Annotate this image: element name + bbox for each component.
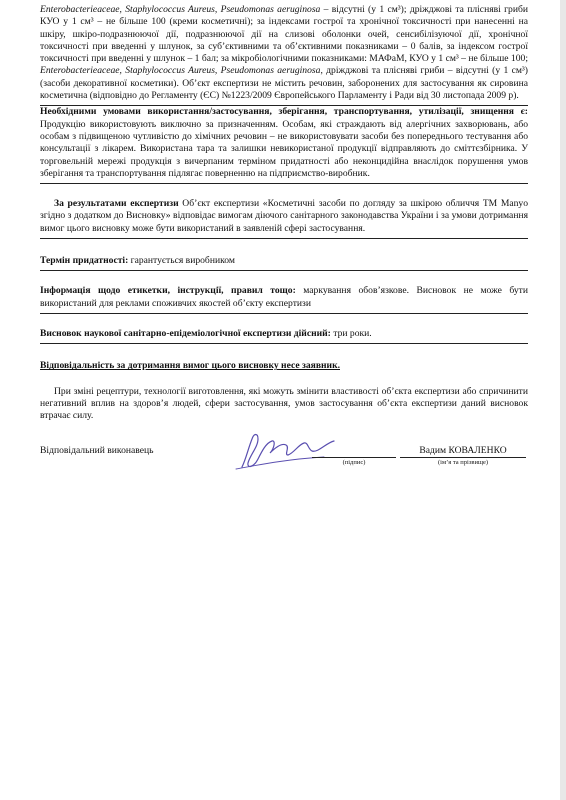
usage-conditions-text: Необхідними умовами використання/застосування, зберігання, транспортування, утилізації, знищення є: Продукцію використовують виключно за призначенням. Особам, які страждають від алергічних захворювань, або особам з підвищеною чутливістю до хімічних речовин – не використовувати засоби без попереднього тестування або консультації з лікарем. Використана тара та залишки невикористаної продукції відправляють до сміттєзбірника. У торговельній мережі продукція з вичерпаним терміном придатності або неконцидійна внаслідок порушення умов зберігання та транспортування підлягає поверненню на підприємство-виробник. [40,106,528,179]
expertise-result-block [40,198,528,239]
signature-role: Відповідальний виконавець [40,445,154,457]
expertise-result-heading: За результатами експертизи [54,198,179,210]
labeling-text: Інформація щодо етикетки, інструкції, правил тощо: маркування обов’язкове. Висновок не може бути використаний для реклами споживчих якостей об’єкту експертизи [40,285,528,309]
responsibility-text [40,360,528,372]
name-caption: (ім’я та прізвище) [438,459,488,467]
shelf-life-heading: Термін придатності: [40,255,129,267]
signature-caption: (підпис) [342,459,366,467]
validity-heading: Висновок наукової санітарно-епідеміологічної експертизи дійсний: [40,327,331,339]
validity-block [40,328,528,344]
expertise-result-text: За результатами експертизи Об’єкт експертизи «Косметичні засоби по догляду за шкірою обличчя ТМ Manyo згідно з додатком до Висновку» відповідає вимогам діючого санітарного законодавства України і за умови дотримання вимог цього висновку може бути використаний в заявленій сфері застосування. [40,198,529,234]
signature-row [40,437,528,485]
responsibility-heading: Відповідальність за дотримання вимог цього висновку несе заявник. [40,360,340,372]
usage-conditions-block [40,106,528,184]
shelf-life-block [40,255,528,271]
usage-conditions-heading: Необхідними умовами використання/застосування, зберігання, транспортування, утилізації, знищення є: [40,106,528,118]
organisms-list: Enterobacterieaceae, Staphylococcus Aureus, Pseudomonas aeruginosa [40,4,321,15]
scan-edge [560,0,566,800]
labeling-block [40,285,528,314]
signer-name: Вадим КОВАЛЕНКО [419,445,507,457]
signature-line [312,457,396,458]
labeling-heading: Інформація щодо етикетки, інструкції, правил тощо: [40,285,296,297]
validity-text: Висновок наукової санітарно-епідеміологічної експертизи дійсний: три роки. [40,327,372,339]
change-notice-text: При зміні рецептури, технології виготовлення, які можуть змінити властивості об’єкта експертизи або спричинити негативний вплив на здоров’я людей, сфери застосування, умов застосування об’єкта експертизи даний висновок втрачає силу. [40,385,528,422]
change-notice-block [40,386,528,426]
responsibility-block [40,360,528,375]
document-page [40,4,528,485]
test-results-text: Enterobacterieaceae, Staphylococcus Aureus, Pseudomonas aeruginosa – відсутні (у 1 см³); дріжджові та плісняві гриби КУО у 1 см³ – не більше 100 (креми косметичні); за індексами гострої та хронічної токсичності при нанесенні на шкіру, шкіро-подразнюючої дії, подразнюючої дії на слизові оболонки очей, сенсибілізуючої дії, хронічної токсичності при введенні у шлунок, за суб’єктивними та об’єктивними показниками – 0 балів, за індексом гострої токсичності при введенні у шлунок – 1 бал; за мікробіологічними показниками: МАФаМ, КУО у 1 см³ – не більше 100; Enterobacterieaceae, Staphylococcus Aureus, Pseudomonas aeruginosa, дріжджові та плісняві гриби – відсутні (у 1 см³) (засоби декоративної косметики). Об’єкт експертизи не містить речовин, заборонених для застосування як сировина косметична (відповідно до Регламенту (ЄС) №1223/2009 Європейського Парламенту і Ради від 30 листопада 2009 р). [40,4,528,102]
organisms-list-2: Enterobacterieaceae, Staphylococcus Aureus, Pseudomonas aeruginosa [40,65,321,77]
shelf-life-text: Термін придатності: гарантується виробником [40,255,235,267]
test-results-block [40,4,528,106]
